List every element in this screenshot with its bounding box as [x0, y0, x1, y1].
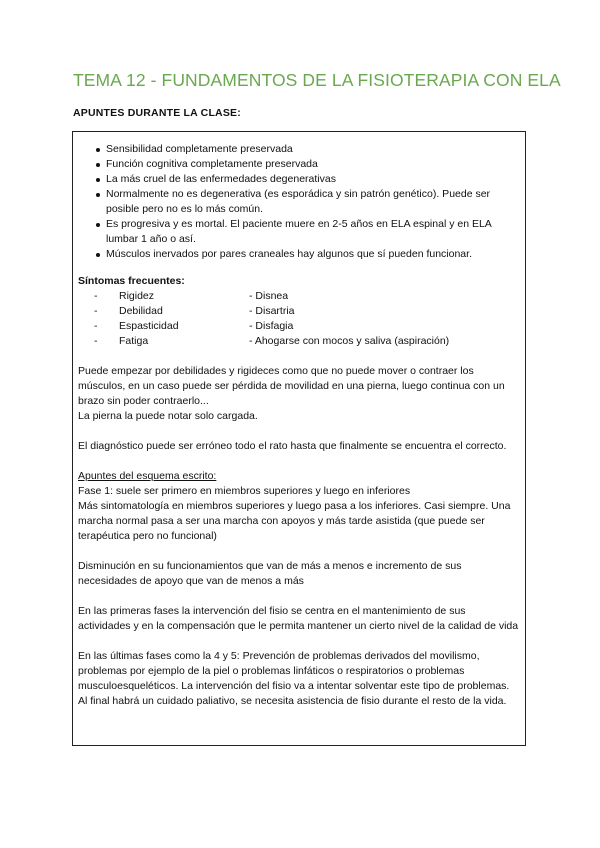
paragraph: Puede empezar por debilidades y rigideces como que no puede mover o contraer los músculos, en un caso puede ser pérdida de movilidad en una pierna, luego continua con un brazo sin poder contraerlo... [78, 365, 505, 407]
list-item: Es progresiva y es mortal. El paciente muere en 2-5 años en ELA espinal y en ELA lumbar 1 año o así. [98, 217, 520, 247]
symptom-right: - Disfagia [249, 320, 294, 332]
symptom-right: - Disnea [249, 290, 289, 302]
symptoms-heading: Síntomas frecuentes: [78, 275, 185, 287]
list-item: La más cruel de las enfermedades degenerativas [98, 172, 520, 187]
dash: - [94, 320, 98, 332]
table-row [78, 319, 449, 334]
dash: - [94, 305, 98, 317]
paragraph: Fase 1: suele ser primero en miembros superiores y luego en inferiores [78, 485, 411, 497]
table-row [78, 289, 449, 304]
table-row [78, 334, 449, 349]
section-subtitle: APUNTES DURANTE LA CLASE: [73, 107, 241, 119]
symptom-left: Rigidez [119, 290, 155, 302]
paragraph: La pierna la puede notar solo cargada. [78, 410, 258, 422]
list-item: Función cognitiva completamente preservada [98, 157, 520, 172]
list-item: Normalmente no es degenerativa (es esporádica y sin patrón genético). Puede ser posible pero no es lo más común. [98, 187, 520, 217]
paragraph: Más sintomatología en miembros superiores y luego pasa a los inferiores. Casi siempre. Una marcha normal pasa a ser una marcha con apoyos y más tarde asistida (que puede ser terapéutica pero no funcional) [78, 500, 511, 542]
paragraph: En las primeras fases la intervención del fisio se centra en el mantenimiento de sus actividades y en la compensación que le permita mantener un cierto nivel de la calidad de vida [78, 605, 519, 632]
list-item: Sensibilidad completamente preservada [98, 142, 520, 157]
paragraph: Disminución en su funcionamientos que van de más a menos e incremento de sus necesidades de apoyo que van de menos a más [78, 560, 462, 587]
symptoms-table [78, 289, 449, 349]
page-title: TEMA 12 - FUNDAMENTOS DE LA FISIOTERAPIA CON ELA [73, 70, 561, 90]
bullet-list [78, 142, 520, 262]
dash: - [94, 335, 98, 347]
symptom-right: - Disartria [249, 305, 295, 317]
paragraph: En las últimas fases como la 4 y 5: Prevención de problemas derivados del movilismo, problemas por ejemplo de la piel o problemas linfáticos o respiratorios o problemas musculoesqueléticos. La intervención del fisio va a intentar solventar este tipo de problemas. Al final habrá un cuidado paliativo, se necesita asistencia de fisio durante el resto de la vida. [78, 650, 510, 707]
table-row [78, 304, 449, 319]
symptom-left: Espasticidad [119, 320, 179, 332]
notes-box [72, 131, 526, 746]
dash: - [94, 290, 98, 302]
symptom-left: Fatiga [119, 335, 149, 347]
symptom-left: Debilidad [119, 305, 163, 317]
scheme-heading: Apuntes del esquema escrito: [78, 470, 217, 482]
paragraph: El diagnóstico puede ser erróneo todo el rato hasta que finalmente se encuentra el correcto. [78, 440, 507, 452]
symptom-right: - Ahogarse con mocos y saliva (aspiración) [249, 335, 450, 347]
list-item: Músculos inervados por pares craneales hay algunos que sí pueden funcionar. [98, 247, 520, 262]
